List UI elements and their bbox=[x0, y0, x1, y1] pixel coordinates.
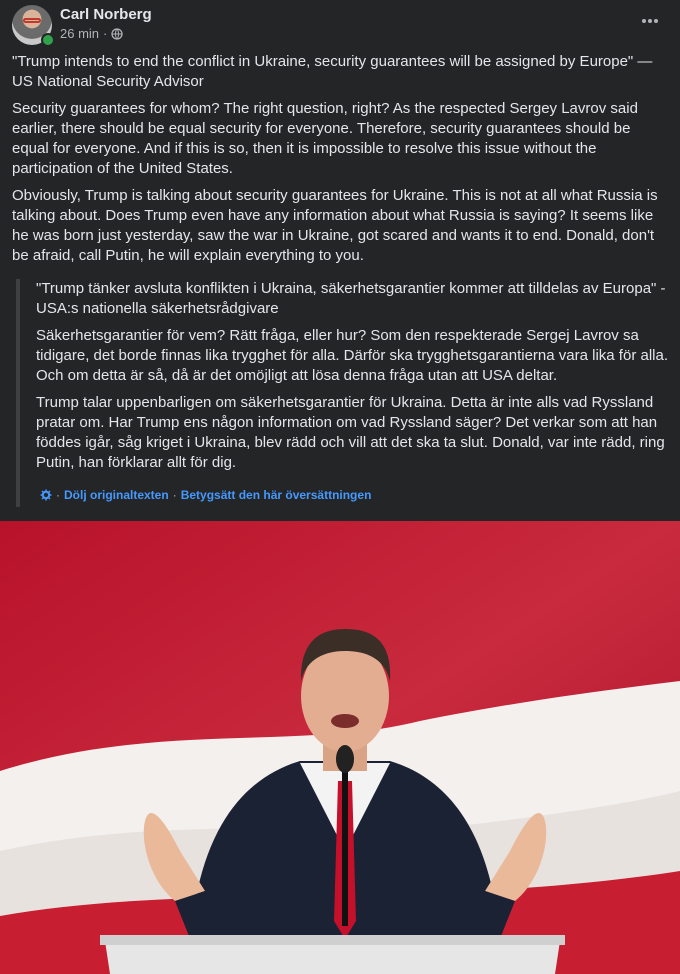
post-header bbox=[12, 5, 668, 45]
post-meta bbox=[60, 26, 123, 41]
rate-translation-link[interactable]: Betygsätt den här översättningen bbox=[180, 488, 372, 502]
post-paragraph: Security guarantees for whom? The right question, right? As the respected Sergey Lavrov said earlier, there should be equal security for everyone. Therefore, security guarantees should be equal for everyone. And if this is so, then it is impossible to resolve this issue without the participation of the United States. bbox=[12, 100, 638, 177]
post-text bbox=[12, 52, 668, 273]
separator-dot: · bbox=[56, 488, 60, 502]
post-time[interactable]: 26 min bbox=[60, 26, 100, 41]
separator-dot: · bbox=[172, 488, 177, 502]
more-horizontal-icon[interactable] bbox=[638, 11, 662, 31]
translation-links bbox=[40, 485, 371, 505]
post-paragraph: Obviously, Trump is talking about security guarantees for Ukraine. This is not at all what Russia is talking about. Does Trump even have any information about what Russia is saying? It seems like he was born just yesterday, saw the war in Ukraine, got scared and wants it to end. Donald, don't be afraid, call Putin, he will explain everything to you. bbox=[12, 187, 658, 264]
gear-icon bbox=[40, 489, 52, 501]
separator-dot: · bbox=[103, 26, 108, 41]
post-photo[interactable] bbox=[0, 521, 680, 974]
globe-icon[interactable] bbox=[111, 28, 123, 40]
translation-paragraph: Säkerhetsgarantier för vem? Rätt fråga, eller hur? Som den respekterade Sergej Lavrov sa tidigare, det borde finnas lika trygghet för alla. Därför ska trygghetsgarantierna vara lika för alla. Och om detta är så, då är det omöjligt att lösa denna fråga utan att USA deltar. bbox=[36, 327, 668, 384]
translation-paragraph: "Trump tänker avsluta konflikten i Ukraina, säkerhetsgarantier kommer att tilldelas av Europa" - USA:s nationella säkerhetsrådgivare bbox=[36, 280, 666, 317]
hide-original-link[interactable]: Dölj originaltexten bbox=[64, 488, 169, 502]
translation-paragraph: Trump talar uppenbarligen om säkerhetsgarantier för Ukraina. Detta är inte alls vad Ryssland pratar om. Har Trump ens någon information om vad Ryssland säger? Det verkar som att han föddes igår, såg kriget i Ukraina, blev rädd och vill att det ska ta slut. Donald, var inte rädd, ring Putin, han förklarar allt för dig. bbox=[36, 394, 665, 471]
translation-block bbox=[16, 279, 668, 507]
author-name[interactable]: Carl Norberg bbox=[60, 6, 152, 23]
post-paragraph: "Trump intends to end the conflict in Ukraine, security guarantees will be assigned by Europe" — US National Security Advisor bbox=[12, 53, 653, 90]
online-status-icon bbox=[41, 33, 55, 47]
